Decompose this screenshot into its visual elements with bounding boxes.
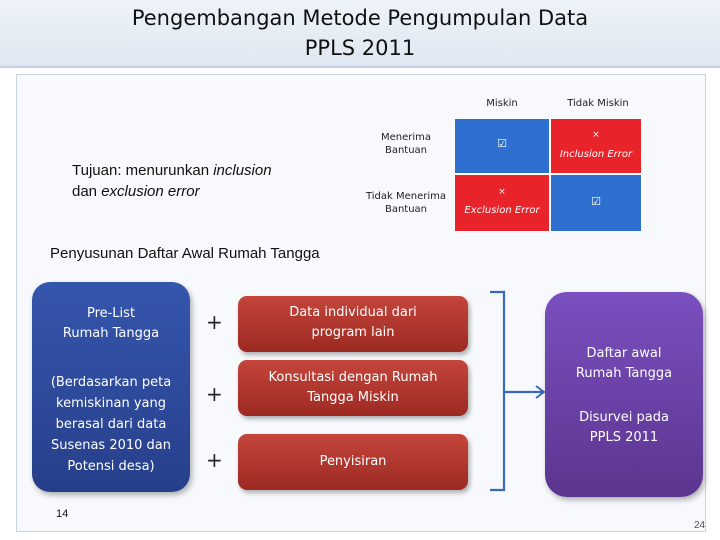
source-label-line: Data individual dari xyxy=(289,305,417,320)
matrix-cell-inclusion-error xyxy=(550,118,642,174)
tujuan-emphasis: exclusion error xyxy=(101,183,200,200)
matrix-cell-exclusion-error xyxy=(454,174,550,232)
check-icon: ☑ xyxy=(591,195,601,208)
source-label-line: program lain xyxy=(311,325,395,340)
page-title: Pengembangan Metode Pengumpulan Data xyxy=(131,6,589,30)
matrix-row-label-line: Bantuan xyxy=(384,204,428,215)
result-line: Disurvei pada xyxy=(579,410,669,425)
x-icon: × xyxy=(592,130,600,140)
prelist-box xyxy=(32,282,190,492)
page-number-right: 24 xyxy=(694,520,706,531)
tujuan-text-part: : menurunkan xyxy=(117,162,214,179)
matrix-cell-miskin-menerima xyxy=(454,118,550,174)
prelist-desc-line: kemiskinan yang xyxy=(56,396,166,411)
matrix-row-label-line: Tidak Menerima xyxy=(365,191,447,202)
matrix-row-label-line: Menerima xyxy=(380,132,432,143)
title-band xyxy=(0,0,720,68)
source-box-konsultasi xyxy=(238,360,468,416)
result-box xyxy=(545,292,703,497)
plus-icon: + xyxy=(206,310,223,334)
tujuan-emphasis: inclusion xyxy=(213,162,272,179)
prelist-description xyxy=(38,372,184,477)
result-subtitle xyxy=(545,408,703,448)
matrix-row-menerima xyxy=(360,131,452,157)
prelist-title xyxy=(32,304,190,344)
source-box-penyisiran xyxy=(238,434,468,490)
matrix-col-tidak-miskin: Tidak Miskin xyxy=(567,98,629,109)
matrix-row-tidak-menerima xyxy=(358,190,454,216)
source-box-label xyxy=(238,303,468,343)
matrix-col-miskin: Miskin xyxy=(486,98,518,109)
result-title xyxy=(545,344,703,384)
section-title: Penyusunan Daftar Awal Rumah Tangga xyxy=(50,245,320,262)
plus-icon: + xyxy=(206,382,223,406)
matrix-row-label-line: Bantuan xyxy=(384,145,428,156)
result-line: Daftar awal xyxy=(586,346,662,361)
prelist-desc-line: Susenas 2010 dan xyxy=(50,438,172,453)
page-number-left: 14 xyxy=(56,508,69,520)
page-subtitle: PPLS 2011 xyxy=(304,36,416,60)
source-box-label: Penyisiran xyxy=(319,454,387,469)
tujuan-label: Tujuan xyxy=(72,162,118,179)
source-label-line: Tangga Miskin xyxy=(307,390,399,405)
prelist-desc-line: (Berdasarkan peta xyxy=(50,375,172,390)
source-box-data-individual xyxy=(238,296,468,352)
exclusion-error-label: Exclusion Error xyxy=(464,205,540,216)
prelist-desc-line: berasal dari data xyxy=(55,417,167,432)
prelist-title-line: Pre-List xyxy=(86,306,136,321)
matrix-cell-tidak-miskin-tidak-menerima xyxy=(550,174,642,232)
result-line: PPLS 2011 xyxy=(589,430,659,445)
result-line: Rumah Tangga xyxy=(575,366,673,381)
source-box-label xyxy=(238,368,468,408)
prelist-title-line: Rumah Tangga xyxy=(62,326,160,341)
x-icon: × xyxy=(498,187,506,197)
tujuan-text-part: dan xyxy=(72,183,102,200)
source-label-line: Konsultasi dengan Rumah xyxy=(268,370,438,385)
check-icon: ☑ xyxy=(497,137,507,150)
plus-icon: + xyxy=(206,448,223,472)
prelist-desc-line: Potensi desa) xyxy=(67,459,155,474)
merge-bracket-icon xyxy=(486,288,548,498)
inclusion-error-label: Inclusion Error xyxy=(559,149,633,160)
tujuan-text xyxy=(72,160,272,202)
